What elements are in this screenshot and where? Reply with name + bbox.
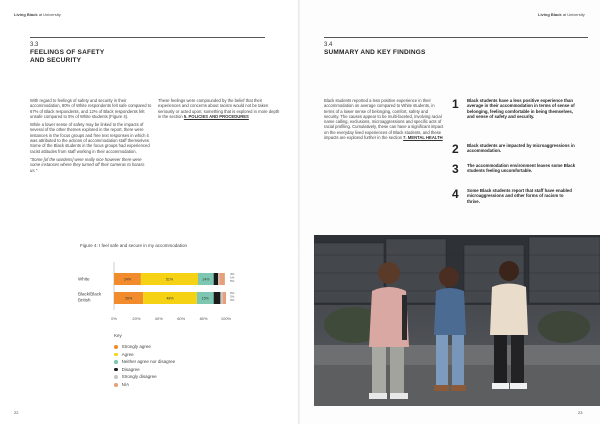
paragraph: With regard to feelings of safety and security in their accommodation, 80% of White respondents felt safe compared to 67% of Black respondents, and 12% of Black respondents felt unsafe compared to 5% of White students (Figure 4). bbox=[30, 98, 152, 119]
key-finding-3 bbox=[452, 163, 577, 175]
legend-item bbox=[114, 351, 175, 359]
chart-legend bbox=[114, 343, 175, 389]
key-finding-1 bbox=[452, 98, 577, 119]
section-title: SUMMARY AND KEY FINDINGS bbox=[324, 49, 426, 56]
key-finding-2 bbox=[452, 143, 577, 155]
legend-label: Strongly agree bbox=[121, 344, 151, 349]
bar-segment bbox=[219, 273, 225, 285]
x-tick-label: 40% bbox=[154, 316, 163, 321]
data-label: 24% bbox=[123, 277, 132, 282]
x-tick-label: 100% bbox=[220, 316, 232, 321]
legend-swatch bbox=[114, 345, 118, 349]
finding-number: 1 bbox=[452, 97, 459, 111]
paragraph: These feelings were compounded by the belief that their experiences and concerns about racism would not be taken seriously or acted upon; something that is explored in more depth in the section bbox=[158, 98, 280, 119]
finding-number: 4 bbox=[452, 187, 459, 201]
category-label: Black/Black bbox=[78, 291, 102, 297]
data-label: 1% bbox=[230, 275, 235, 280]
page-number-left: 22 bbox=[14, 410, 19, 415]
bar-segment bbox=[214, 273, 218, 285]
legend-label: Disagree bbox=[121, 366, 140, 372]
paragraph: While a lower sense of safety may be linked to the impacts of several of the other themes explored in the report, there were instances in the focus groups and free text responses in which it was attributed to the actions of accommodation staff themselves. Some of the Black students in the focus groups had experienced racist attitudes from staff working in their accommodation. bbox=[30, 122, 151, 154]
paragraph: Black students reported a less positive experience in their accommodation on average compared to White students, in terms of a lower sense of belonging, comfort, safety and security. The causes appear to be multi-faceted, involving racial name calling, exclusions, microaggressions and specific acts of racial profiling. Cumulatively, these can have a significant impact on the everyday lived experiences of Black students, and these impacts are explored further in the section bbox=[324, 98, 444, 141]
legend-swatch bbox=[114, 353, 118, 357]
finding-number: 2 bbox=[452, 142, 459, 156]
running-head-right: Living Black at University bbox=[538, 12, 585, 17]
data-label: 2% bbox=[230, 294, 235, 299]
legend-label: Agree bbox=[121, 351, 134, 357]
section-number: 3.3 bbox=[30, 42, 39, 48]
bar-segment bbox=[214, 292, 221, 304]
stacked-bar-chart bbox=[0, 0, 300, 330]
legend-swatch bbox=[114, 368, 118, 372]
data-label: 51% bbox=[165, 277, 174, 282]
finding-text: Black students have a less positive experience than average in their accommodation in terms of sense of belonging, feeling comfortable in being themselves, and sense of safety and security. bbox=[467, 98, 575, 119]
category-label: British bbox=[78, 297, 91, 303]
x-tick-label: 80% bbox=[199, 316, 208, 321]
figure-title: Figure 4: I feel safe and secure in my accommodation bbox=[80, 243, 188, 248]
legend-item bbox=[114, 343, 175, 351]
x-tick-label: 20% bbox=[132, 316, 141, 321]
legend-swatch bbox=[114, 360, 118, 364]
section-title: FEELINGS OF SAFETY AND SECURITY bbox=[30, 49, 105, 64]
legend-item bbox=[114, 373, 175, 381]
data-label: 15% bbox=[201, 296, 209, 301]
category-label: White bbox=[78, 276, 90, 282]
finding-number: 3 bbox=[452, 162, 459, 176]
page-number-right: 23 bbox=[578, 410, 583, 415]
legend-swatch bbox=[114, 383, 118, 387]
bar-segment bbox=[218, 273, 219, 285]
finding-text: Some Black students report that staff have enabled microaggressions and other forms of racism to thrive. bbox=[467, 188, 572, 204]
running-head-left: Living Black at University bbox=[14, 12, 61, 17]
x-tick-label: 60% bbox=[177, 316, 186, 321]
legend-item bbox=[114, 358, 175, 366]
bar-segment bbox=[220, 292, 222, 304]
quote: "Some [of the wardens] were really nice however there were some instances where they turned off their cameras to harass us." bbox=[30, 156, 145, 173]
bar-segment bbox=[223, 292, 226, 304]
photo-illustration bbox=[314, 235, 600, 406]
legend-label: Neither agree nor disagree bbox=[121, 359, 176, 365]
data-label: 3% bbox=[230, 298, 235, 303]
section-number: 3.4 bbox=[324, 42, 333, 48]
key-finding-4 bbox=[452, 188, 577, 204]
data-label: 6% bbox=[230, 291, 235, 295]
legend-item bbox=[114, 381, 175, 389]
section-heading-3-4 bbox=[324, 37, 588, 57]
data-label: 26% bbox=[124, 296, 133, 301]
data-label: 5% bbox=[230, 279, 235, 284]
students-walking-photo bbox=[314, 235, 600, 406]
summary-text bbox=[324, 98, 444, 140]
finding-text: The accommodation environment leaves some Black students feeling uncomfortable. bbox=[467, 163, 576, 174]
legend-label: Strongly disagree bbox=[121, 374, 157, 380]
legend-title: Key bbox=[114, 333, 122, 338]
data-label: 14% bbox=[202, 277, 210, 282]
finding-text: Black students are impacted by microaggressions in accommodation. bbox=[467, 143, 575, 154]
x-tick-label: 0% bbox=[111, 316, 117, 321]
legend-swatch bbox=[114, 375, 118, 379]
section-link[interactable]: 5. POLICIES AND PROCEDURES bbox=[183, 113, 249, 119]
section-link[interactable]: 7. MENTAL HEALTH bbox=[403, 135, 443, 141]
legend-label: N/A bbox=[121, 381, 130, 387]
data-label: 4% bbox=[230, 272, 235, 276]
data-label: 48% bbox=[166, 296, 174, 301]
legend-item bbox=[114, 366, 175, 374]
